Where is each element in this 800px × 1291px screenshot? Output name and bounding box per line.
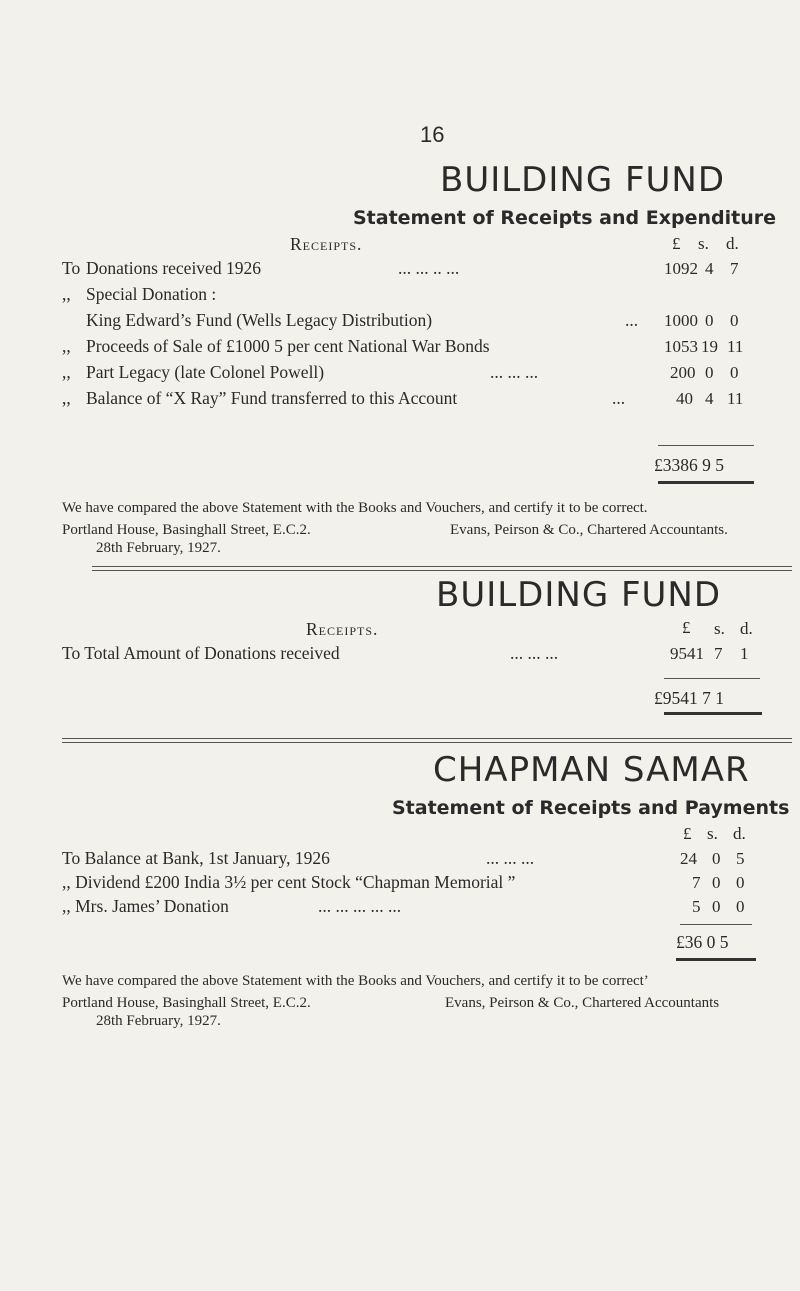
row-pounds: 40 <box>676 389 693 408</box>
row-pounds: 1000 <box>664 311 698 330</box>
row-shillings: 0 <box>705 363 714 382</box>
building-fund-title-2: BUILDING FUND <box>436 575 722 615</box>
row-text: To Balance at Bank, 1st January, 1926 <box>62 848 330 868</box>
row-shillings: 7 <box>714 644 723 663</box>
col-pence-header: d. <box>733 824 746 843</box>
total-rule <box>658 445 754 446</box>
row-text: Donations received 1926 <box>86 258 261 278</box>
row-prefix: ,, <box>62 336 71 356</box>
row-shillings: 19 <box>701 337 718 356</box>
row-shillings: 4 <box>705 259 714 278</box>
row-text: Balance of “X Ray” Fund transferred to this Account <box>86 388 458 408</box>
chapman-samar-title: CHAPMAN SAMAR <box>433 750 750 790</box>
row-pounds: 9541 <box>670 644 704 663</box>
total-rule <box>680 924 752 925</box>
row-pence: 0 <box>730 311 739 330</box>
row-dots: ... ... .. ... <box>398 258 460 278</box>
row-pounds: 24 <box>680 849 697 868</box>
certification-date: 28th February, 1927. <box>96 1013 221 1029</box>
certification-text: We have compared the above Statement with the Books and Vouchers, and certify it to be correct. <box>62 500 648 516</box>
row-text: ,, Mrs. James’ Donation <box>62 896 229 916</box>
row-pence: 0 <box>730 363 739 382</box>
row-text: King Edward’s Fund (Wells Legacy Distribution) <box>86 310 433 330</box>
row-pence: 11 <box>727 337 744 356</box>
row-dots: ... ... ... <box>486 848 535 868</box>
row-pence: 7 <box>730 259 739 278</box>
chapman-subtitle: Statement of Receipts and Payments <box>392 797 790 819</box>
row-dots: ... <box>625 310 639 330</box>
double-rule <box>658 481 754 484</box>
col-shillings-header: s. <box>714 619 725 638</box>
double-rule <box>676 958 756 961</box>
row-prefix: ,, <box>62 284 71 304</box>
col-pence-header: d. <box>726 234 739 253</box>
receipts-label-2: Receipts. <box>306 619 379 639</box>
auditor-name: Evans, Peirson & Co., Chartered Accountants <box>445 995 720 1011</box>
total-rule <box>664 678 760 679</box>
col-pounds-header: £ <box>672 234 681 253</box>
total-amount: £3386 9 5 <box>654 455 724 475</box>
certification-date: 28th February, 1927. <box>96 540 221 556</box>
row-shillings: 0 <box>712 873 721 892</box>
row-text: Special Donation : <box>86 284 217 304</box>
certification-text: We have compared the above Statement with the Books and Vouchers, and certify it to be correct’ <box>62 973 649 989</box>
row-text: To Total Amount of Donations received <box>62 643 340 663</box>
section-divider <box>62 738 792 739</box>
building-fund-title: BUILDING FUND <box>440 160 726 200</box>
row-pence: 11 <box>727 389 744 408</box>
col-shillings-header: s. <box>707 824 718 843</box>
auditor-address: Portland House, Basinghall Street, E.C.2. <box>62 522 311 538</box>
section-divider <box>62 742 792 743</box>
row-shillings: 0 <box>712 849 721 868</box>
total-amount: £9541 7 1 <box>654 688 724 708</box>
double-rule <box>664 712 762 715</box>
row-dots: ... <box>612 388 626 408</box>
section-divider <box>92 570 792 571</box>
row-pounds: 7 <box>692 873 701 892</box>
col-pence-header: d. <box>740 619 753 638</box>
col-pounds-header: £ <box>683 824 692 843</box>
row-pence: 0 <box>736 873 745 892</box>
col-pounds-header: £ <box>682 618 691 637</box>
row-prefix: To <box>62 258 81 278</box>
row-pounds: 5 <box>692 897 701 916</box>
row-prefix: ,, <box>62 362 71 382</box>
auditor-name: Evans, Peirson & Co., Chartered Accountants. <box>450 522 728 538</box>
row-prefix: ,, <box>62 388 71 408</box>
row-shillings: 0 <box>712 897 721 916</box>
row-pence: 0 <box>736 897 745 916</box>
statement-subtitle: Statement of Receipts and Expenditure <box>353 207 776 229</box>
receipts-label: Receipts. <box>290 234 363 254</box>
row-shillings: 0 <box>705 311 714 330</box>
row-shillings: 4 <box>705 389 714 408</box>
section-divider <box>92 566 792 567</box>
row-dots: ... ... ... <box>490 362 539 382</box>
row-text: ,, Dividend £200 India 3½ per cent Stock “Chapman Memorial ” <box>62 872 516 892</box>
row-pence: 1 <box>740 644 749 663</box>
auditor-address: Portland House, Basinghall Street, E.C.2. <box>62 995 311 1011</box>
row-pounds: 1092 <box>664 259 698 278</box>
row-pounds: 200 <box>670 363 696 382</box>
row-pence: 5 <box>736 849 745 868</box>
row-pounds: 1053 <box>664 337 698 356</box>
row-text: Proceeds of Sale of £1000 5 per cent National War Bonds <box>86 336 490 356</box>
row-text: Part Legacy (late Colonel Powell) <box>86 362 325 382</box>
col-shillings-header: s. <box>698 234 709 253</box>
total-amount: £36 0 5 <box>676 932 729 952</box>
row-dots: ... ... ... <box>510 643 559 663</box>
row-dots: ... ... ... ... ... <box>318 896 402 916</box>
page-number: 16 <box>420 122 445 147</box>
